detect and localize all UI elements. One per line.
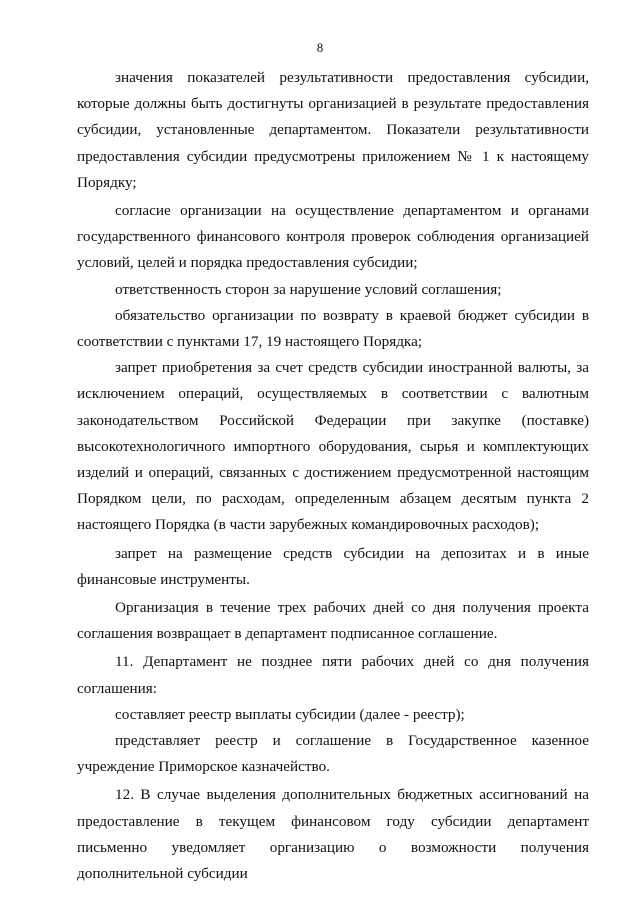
paragraph-currency-ban: запрет приобретения за счет средств субсидии иностранной валюты, за исключением операций, осуществляемых в соответствии с валютным законодательством Российской Федерации при закупке (поставке) высокотехнологичного импортного оборудования, сырья и комплектующих изделий и операций, связанных с достижением предусмотренной настоящим Порядком цели, по расходам, определенным абзацем десятым пункта 2 настоящего Порядка (в части зарубежных командировочных расходов); (77, 359, 589, 534)
paragraph-refund-obligation: обязательство организации по возврату в краевой бюджет субсидии в соответствии с пунктами 17, 19 настоящего Порядка; (77, 306, 589, 351)
document-body (77, 65, 589, 887)
paragraph-treasury: представляет реестр и соглашение в Государственное казенное учреждение Приморское казначейство. (77, 732, 589, 776)
paragraph-agreement-return: Организация в течение трех рабочих дней со дня получения проекта соглашения возвращает в департамент подписанное соглашение. (77, 599, 589, 643)
paragraph-performance-indicators: значения показателей результативности предоставления субсидии, которые должны быть достигнуты организацией в результате предоставления субсидии, установленные департаментом. Показатели результативности предоставления субсидии предусмотрены приложением № 1 к настоящему Порядку; (77, 69, 589, 191)
paragraph-liability: ответственность сторон за нарушение условий соглашения; (115, 280, 502, 298)
paragraph-deposit-ban: запрет на размещение средств субсидии на депозитах и в иные финансовые инструменты. (77, 544, 589, 588)
paragraph-control-consent: согласие организации на осуществление департаментом и органами государственного финансового контроля проверок соблюдения организацией условий, целей и порядка предоставления субсидии; (77, 202, 589, 272)
paragraph-register: составляет реестр выплаты субсидии (далее - реестр); (115, 705, 465, 723)
paragraph-item-12: 12. В случае выделения дополнительных бюджетных ассигнований на предоставление в текущем финансовом году субсидии департамент письменно уведомляет организацию о возможности получения дополнительной субсидии (77, 786, 589, 883)
page-number: 8 (316, 40, 324, 55)
paragraph-item-11: 11. Департамент не позднее пяти рабочих дней со дня получения соглашения: (77, 653, 589, 697)
